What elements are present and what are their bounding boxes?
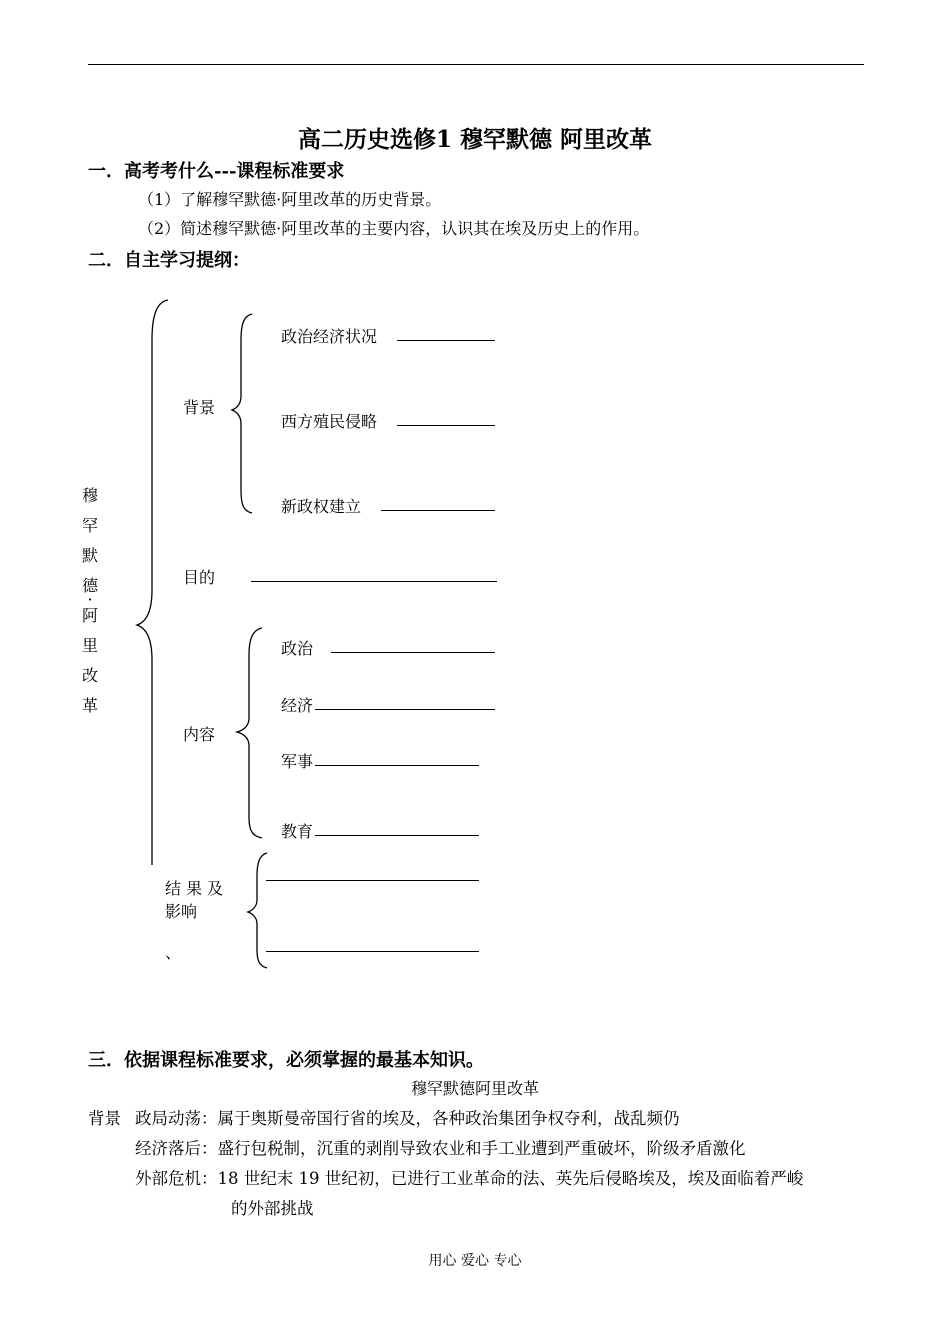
knowledge-line: 政局动荡：属于奥斯曼帝国行省的埃及，各种政治集团争权夺利，战乱频仍 <box>135 1109 680 1128</box>
root-char: 罕 <box>81 516 98 535</box>
outline-item: 政治 <box>281 639 314 658</box>
root-char: 革 <box>81 696 98 715</box>
section-3-subtitle: 穆罕默德阿里改革 <box>410 1079 539 1098</box>
outline-item: 教育 <box>281 822 314 841</box>
requirement-item: （2）简述穆罕默德·阿里改革的主要内容，认识其在埃及历史上的作用。 <box>138 219 650 238</box>
page-footer: 用心 爱心 专心 <box>428 1253 522 1269</box>
root-char: 改 <box>81 666 98 685</box>
knowledge-line: 的外部挑战 <box>231 1199 314 1218</box>
root-char: · <box>87 590 93 609</box>
knowledge-line: 经济落后：盛行包税制，沉重的剥削导致农业和手工业遭到严重破坏，阶级矛盾激化 <box>135 1139 746 1158</box>
page-title: 高二历史选修1 穆罕默德 阿里改革 <box>297 126 653 153</box>
outline-item: 西方殖民侵略 <box>281 412 378 431</box>
section-2-heading: 二．自主学习提纲： <box>88 250 250 271</box>
root-char: 里 <box>81 636 98 655</box>
answer-blank[interactable] <box>397 340 495 341</box>
answer-blank[interactable] <box>251 581 497 582</box>
main-brace <box>137 300 168 865</box>
answer-blank[interactable] <box>315 709 495 710</box>
content-brace <box>237 628 262 838</box>
knowledge-line: 外部危机：18 世纪末 19 世纪初，已进行工业革命的法、英先后侵略埃及，埃及面临着严峻 <box>135 1169 804 1188</box>
background-brace <box>232 314 252 513</box>
section-1-heading: 一．高考考什么---课程标准要求 <box>88 161 345 182</box>
answer-blank[interactable] <box>397 425 495 426</box>
root-char: 默 <box>81 546 98 565</box>
answer-blank[interactable] <box>266 951 479 952</box>
answer-blank[interactable] <box>315 835 479 836</box>
outline-item: 军事 <box>281 752 314 771</box>
root-char: 德 <box>81 576 98 595</box>
purpose-label: 目的 <box>183 568 216 587</box>
outline-item: 经济 <box>281 696 314 715</box>
answer-blank[interactable] <box>266 880 479 881</box>
answer-blank[interactable] <box>331 652 495 653</box>
stray-mark: 、 <box>165 943 182 962</box>
result-label: 结 果 及 <box>165 879 224 898</box>
outline-item: 新政权建立 <box>281 497 362 516</box>
section-3-heading: 三．依据课程标准要求，必须掌握的最基本知识。 <box>88 1050 484 1071</box>
root-char: 阿 <box>81 606 98 625</box>
answer-blank[interactable] <box>315 765 479 766</box>
result-brace <box>248 853 267 968</box>
root-char: 穆 <box>81 486 98 505</box>
result-label: 影响 <box>165 902 198 921</box>
background-heading: 背景 <box>88 1109 121 1128</box>
answer-blank[interactable] <box>381 510 495 511</box>
content-label: 内容 <box>183 725 216 744</box>
requirement-item: （1）了解穆罕默德·阿里改革的历史背景。 <box>138 190 442 209</box>
background-label: 背景 <box>183 398 216 417</box>
outline-item: 政治经济状况 <box>281 327 378 346</box>
